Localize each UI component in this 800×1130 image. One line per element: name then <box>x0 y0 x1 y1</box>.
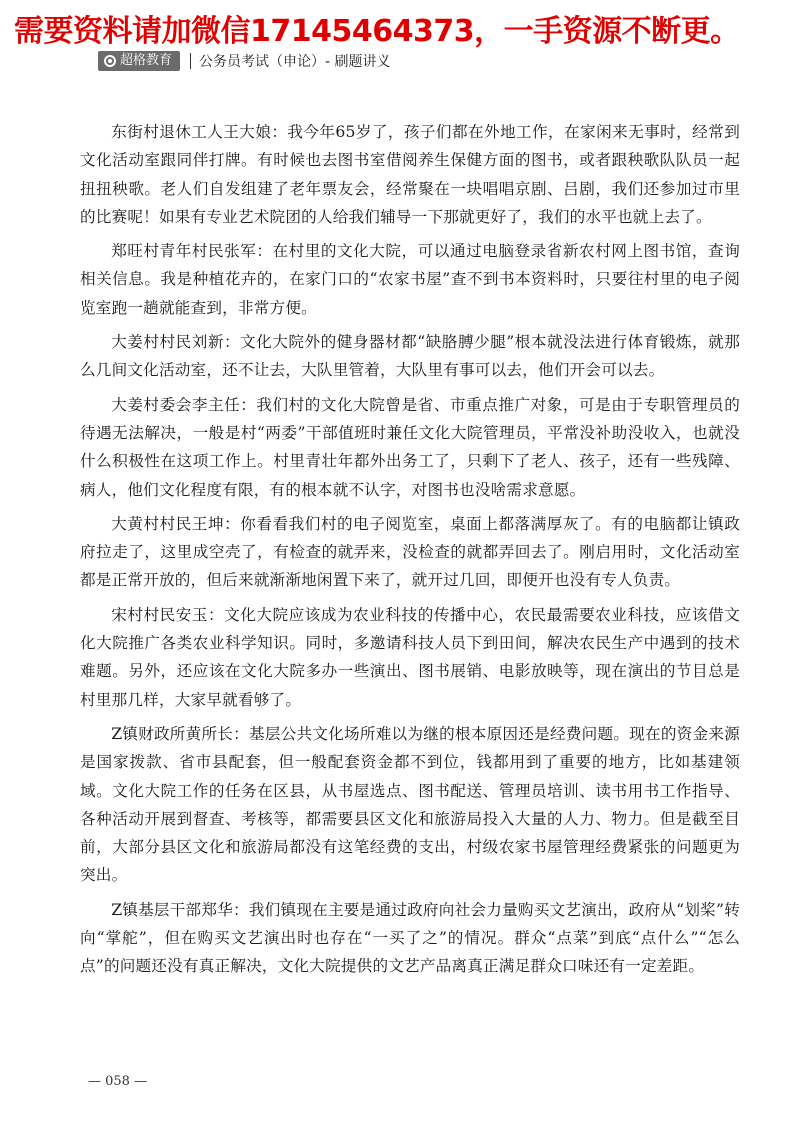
page-number: — 058 — <box>88 1074 148 1089</box>
logo-text: 超格教育 <box>120 53 173 68</box>
header-divider <box>190 53 191 69</box>
paragraph: 郑旺村青年村民张军：在村里的文化大院，可以通过电脑登录省新农村网上图书馆，查询相关信息。我是种植花卉的，在家门口的“农家书屋”查不到书本资料时，只要往村里的电子阅览室跑一趟就能查到，非常方便。 <box>80 242 740 317</box>
paragraph: Z镇财政所黄所长：基层公共文化场所难以为继的根本原因还是经费问题。现在的资金来源是国家拨款、省市县配套，但一般配套资金都不到位，钱都用到了重要的地方，比如基建领域。文化大院工作的任务在区县，从书屋选点、图书配送、管理员培训、读书用书工作指导、各种活动开展到督查、考核等，都需要县区文化和旅游局投入大量的人力、物力。但是截至目前，大部分县区文化和旅游局都没有这笔经费的支出，村级农家书屋管理经费紧张的问题更为突出。 <box>80 724 740 885</box>
publisher-logo <box>98 51 180 71</box>
paragraph: 大黄村村民王坤：你看看我们村的电子阅览室，桌面上都落满厚灰了。有的电脑都让镇政府拉走了，这里成空壳了，有检查的就弄来，没检查的就都弄回去了。刚启用时，文化活动室都是正常开放的，但后来就渐渐地闲置下来了，就开过几回，即便开也没有专人负责。 <box>80 514 740 590</box>
document-body <box>80 118 740 987</box>
logo-icon <box>104 55 116 67</box>
paragraph: Z镇基层干部郑华：我们镇现在主要是通过政府向社会力量购买文艺演出，政府从“划桨”转向“掌舵”，但在购买文艺演出时也存在“一买了之”的情况。群众“点菜”到底“点什么”“怎么点”的问题还没有真正解决，文化大院提供的文艺产品离真正满足群众口味还有一定差距。 <box>80 900 740 976</box>
paragraph: 大姜村委会李主任：我们村的文化大院曾是省、市重点推广对象，可是由于专职管理员的待遇无法解决，一般是村“两委”干部值班时兼任文化大院管理员，平常没补助没收入，也就没什么积极性在这项工作上。村里青壮年都外出务工了，只剩下了老人、孩子，还有一些残障、病人，他们文化程度有限，有的根本就不认字，对图书也没啥需求意愿。 <box>80 395 740 499</box>
running-title: 公务员考试（申论）- 刷题讲义 <box>199 54 391 70</box>
page-header <box>98 51 391 71</box>
paragraph: 东街村退休工人王大娘：我今年65岁了，孩子们都在外地工作，在家闲来无事时，经常到文化活动室跟同伴打牌。有时候也去图书室借阅养生保健方面的图书，或者跟秧歌队队员一起扭扭秧歌。老人们自发组建了老年票友会，经常聚在一块唱唱京剧、吕剧，我们还参加过市里的比赛呢！如果有专业艺术院团的人给我们辅导一下那就更好了，我们的水平也就上去了。 <box>80 123 740 226</box>
paragraph: 大姜村村民刘新：文化大院外的健身器材都“缺胳膊少腿”根本就没法进行体育锻炼，就那么几间文化活动室，还不让去，大队里管着，大队里有事可以去，他们开会可以去。 <box>80 333 740 380</box>
watermark-banner: 需要资料请加微信17145464373，一手资源不断更。 <box>14 14 740 49</box>
paragraph: 宋村村民安玉：文化大院应该成为农业科技的传播中心，农民最需要农业科技，应该借文化大院推广各类农业科学知识。同时，多邀请科技人员下到田间，解决农民生产中遇到的技术难题。另外，还应该在文化大院多办一些演出、图书展销、电影放映等，现在演出的节目总是村里那几样，大家早就看够了。 <box>80 605 740 709</box>
